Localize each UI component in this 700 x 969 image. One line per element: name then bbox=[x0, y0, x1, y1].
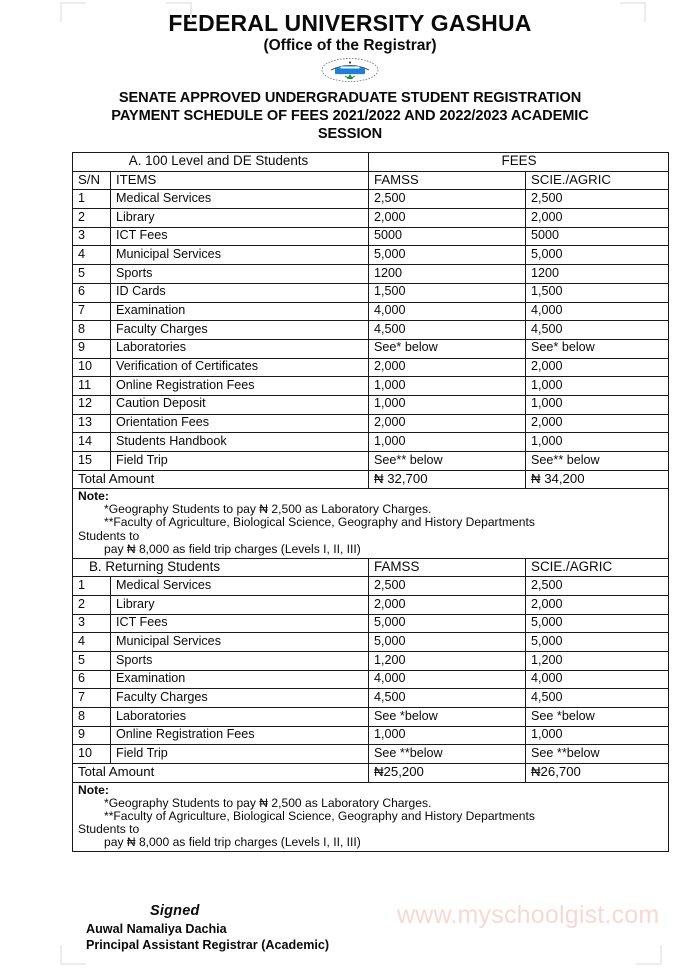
table-b-section-header-row bbox=[73, 558, 669, 577]
cell-scie: See **below bbox=[526, 745, 669, 764]
table-row bbox=[73, 395, 669, 414]
cell-scie: 5000 bbox=[526, 227, 669, 246]
cell-famss: 1,000 bbox=[369, 433, 526, 452]
table-a-section-label: A. 100 Level and DE Students bbox=[73, 153, 369, 172]
cell-item: Laboratories bbox=[111, 339, 369, 358]
cell-item: Verification of Certificates bbox=[111, 358, 369, 377]
cell-famss: See *below bbox=[369, 708, 526, 727]
cell-item: Sports bbox=[111, 265, 369, 284]
table-a-note-row bbox=[73, 489, 669, 558]
table-row bbox=[73, 246, 669, 265]
cell-item: Examination bbox=[111, 302, 369, 321]
table-row bbox=[73, 577, 669, 596]
cell-famss: 4,000 bbox=[369, 670, 526, 689]
cell-scie: 1,000 bbox=[526, 377, 669, 396]
table-a-fees-label: FEES bbox=[369, 153, 669, 172]
cell-item: Field Trip bbox=[111, 745, 369, 764]
cell-sn: 1 bbox=[73, 190, 111, 209]
table-row bbox=[73, 708, 669, 727]
cell-sn: 12 bbox=[73, 395, 111, 414]
cell-famss: 4,500 bbox=[369, 321, 526, 340]
cell-sn: 8 bbox=[73, 321, 111, 340]
cell-scie: See* below bbox=[526, 339, 669, 358]
note-b-line-2: **Faculty of Agriculture, Biological Science, Geography and History Departments bbox=[104, 808, 535, 823]
table-a-section-header-row bbox=[73, 153, 669, 172]
scan-corner-mark-top-right bbox=[620, 2, 646, 22]
cell-scie: 2,000 bbox=[526, 209, 669, 228]
cell-scie: 4,000 bbox=[526, 302, 669, 321]
cell-famss: 1,000 bbox=[369, 395, 526, 414]
table-b-total-row bbox=[73, 764, 669, 783]
table-b-section-label: B. Returning Students bbox=[73, 558, 369, 577]
cell-scie: 2,000 bbox=[526, 595, 669, 614]
scan-corner-mark-top-left-two bbox=[166, 2, 192, 22]
cell-famss: 1,000 bbox=[369, 726, 526, 745]
cell-sn: 4 bbox=[73, 246, 111, 265]
signed-label: Signed bbox=[150, 903, 200, 919]
cell-scie: 1200 bbox=[526, 265, 669, 284]
cell-item: Sports bbox=[111, 652, 369, 671]
cell-scie: 1,500 bbox=[526, 283, 669, 302]
table-row bbox=[73, 302, 669, 321]
signature-block bbox=[86, 902, 329, 954]
cell-scie: 5,000 bbox=[526, 246, 669, 265]
cell-famss: 4,000 bbox=[369, 302, 526, 321]
table-a-header-items: ITEMS bbox=[111, 171, 369, 190]
table-row bbox=[73, 209, 669, 228]
cell-famss: 4,500 bbox=[369, 689, 526, 708]
cell-item: Faculty Charges bbox=[111, 689, 369, 708]
site-watermark: www.myschoolgist.com bbox=[397, 901, 660, 929]
signatory-title: Principal Assistant Registrar (Academic) bbox=[86, 938, 330, 953]
cell-item: Online Registration Fees bbox=[111, 377, 369, 396]
note-a-line-4: pay ₦ 8,000 as field trip charges (Levels I, II, III) bbox=[104, 541, 361, 556]
note-a-line-1: *Geography Students to pay ₦ 2,500 as Laboratory Charges. bbox=[104, 502, 432, 517]
table-a-header-sn: S/N bbox=[73, 171, 111, 190]
cell-famss: 1,500 bbox=[369, 283, 526, 302]
table-row bbox=[73, 595, 669, 614]
cell-famss: 5000 bbox=[369, 227, 526, 246]
note-b-line-3: Students to bbox=[78, 822, 140, 836]
cell-famss: See* below bbox=[369, 339, 526, 358]
document-title-line-1: SENATE APPROVED UNDERGRADUATE STUDENT REGISTRATION bbox=[118, 90, 582, 107]
table-b-total-famss: ₦25,200 bbox=[369, 764, 526, 783]
table-b-total-label: Total Amount bbox=[73, 764, 369, 783]
cell-scie: 2,000 bbox=[526, 358, 669, 377]
cell-famss: 2,000 bbox=[369, 414, 526, 433]
cell-scie: 2,500 bbox=[526, 190, 669, 209]
cell-item: Library bbox=[111, 595, 369, 614]
document-title bbox=[67, 90, 633, 143]
document-header bbox=[0, 0, 700, 144]
signatory-name: Auwal Namaliya Dachia bbox=[86, 921, 227, 936]
cell-scie: 4,500 bbox=[526, 689, 669, 708]
scan-corner-mark-bottom-right bbox=[636, 945, 662, 965]
table-row bbox=[73, 414, 669, 433]
table-row bbox=[73, 227, 669, 246]
table-a-total-row bbox=[73, 470, 669, 489]
office-subtitle: (Office of the Registrar) bbox=[263, 37, 437, 55]
cell-scie: 2,000 bbox=[526, 414, 669, 433]
table-a-total-label: Total Amount bbox=[73, 470, 369, 489]
table-row bbox=[73, 358, 669, 377]
table-a-total-scie: ₦ 34,200 bbox=[526, 470, 669, 489]
cell-famss: 2,500 bbox=[369, 577, 526, 596]
table-row bbox=[73, 339, 669, 358]
table-row bbox=[73, 670, 669, 689]
cell-item: Medical Services bbox=[111, 190, 369, 209]
cell-sn: 10 bbox=[73, 745, 111, 764]
table-b-total-scie: ₦26,700 bbox=[526, 764, 669, 783]
cell-sn: 7 bbox=[73, 302, 111, 321]
cell-item: Municipal Services bbox=[111, 246, 369, 265]
cell-sn: 6 bbox=[73, 670, 111, 689]
table-row bbox=[73, 633, 669, 652]
table-row bbox=[73, 614, 669, 633]
cell-scie: See** below bbox=[526, 452, 669, 471]
cell-scie: See *below bbox=[526, 708, 669, 727]
note-a-line-3: Students to bbox=[78, 528, 140, 543]
table-row bbox=[73, 433, 669, 452]
cell-famss: 1200 bbox=[369, 265, 526, 284]
table-row bbox=[73, 377, 669, 396]
note-a-line-2: **Faculty of Agriculture, Biological Science, Geography and History Departments bbox=[104, 515, 535, 530]
cell-scie: 4,000 bbox=[526, 670, 669, 689]
cell-famss: 2,000 bbox=[369, 358, 526, 377]
note-b-line-1: *Geography Students to pay ₦ 2,500 as Laboratory Charges. bbox=[104, 795, 432, 810]
scan-corner-mark-bottom-left bbox=[60, 945, 86, 965]
cell-sn: 3 bbox=[73, 227, 111, 246]
scan-corner-mark-top-left bbox=[60, 2, 86, 22]
cell-famss: 2,000 bbox=[369, 595, 526, 614]
cell-item: Field Trip bbox=[111, 452, 369, 471]
fees-schedule-sheet bbox=[72, 152, 668, 852]
cell-sn: 13 bbox=[73, 414, 111, 433]
cell-item: ID Cards bbox=[111, 283, 369, 302]
cell-sn: 5 bbox=[73, 652, 111, 671]
cell-sn: 2 bbox=[73, 209, 111, 228]
cell-scie: 4,500 bbox=[526, 321, 669, 340]
fees-table-100-level-and-de-students bbox=[72, 152, 669, 852]
document-title-line-3: SESSION bbox=[317, 126, 383, 143]
cell-famss: See** below bbox=[369, 452, 526, 471]
cell-famss: 5,000 bbox=[369, 246, 526, 265]
cell-sn: 5 bbox=[73, 265, 111, 284]
university-crest-icon bbox=[307, 57, 393, 83]
cell-sn: 11 bbox=[73, 377, 111, 396]
table-row bbox=[73, 265, 669, 284]
cell-famss: 1,200 bbox=[369, 652, 526, 671]
cell-item: ICT Fees bbox=[111, 614, 369, 633]
cell-item: Medical Services bbox=[111, 577, 369, 596]
table-row bbox=[73, 321, 669, 340]
cell-item: ICT Fees bbox=[111, 227, 369, 246]
cell-scie: 5,000 bbox=[526, 633, 669, 652]
cell-item: Examination bbox=[111, 670, 369, 689]
cell-item: Faculty Charges bbox=[111, 321, 369, 340]
cell-famss: 5,000 bbox=[369, 633, 526, 652]
table-b-note-row bbox=[73, 782, 669, 851]
table-row bbox=[73, 190, 669, 209]
table-b-note-block bbox=[73, 782, 669, 851]
cell-item: Municipal Services bbox=[111, 633, 369, 652]
table-row bbox=[73, 652, 669, 671]
cell-famss: 5,000 bbox=[369, 614, 526, 633]
document-title-line-2: PAYMENT SCHEDULE OF FEES 2021/2022 AND 2022/2023 ACADEMIC bbox=[111, 108, 589, 125]
note-b-line-4: pay ₦ 8,000 as field trip charges (Levels I, II, III) bbox=[104, 835, 361, 850]
cell-sn: 2 bbox=[73, 595, 111, 614]
cell-sn: 1 bbox=[73, 577, 111, 596]
table-a-total-famss: ₦ 32,700 bbox=[369, 470, 526, 489]
cell-famss: 2,500 bbox=[369, 190, 526, 209]
table-b-header-famss: FAMSS bbox=[369, 558, 526, 577]
table-a-column-header-row bbox=[73, 171, 669, 190]
cell-scie: 1,000 bbox=[526, 395, 669, 414]
table-a-note-block bbox=[73, 489, 669, 558]
table-row bbox=[73, 452, 669, 471]
cell-famss: 1,000 bbox=[369, 377, 526, 396]
cell-item: Orientation Fees bbox=[111, 414, 369, 433]
cell-scie: 1,000 bbox=[526, 726, 669, 745]
cell-sn: 9 bbox=[73, 339, 111, 358]
table-row bbox=[73, 689, 669, 708]
cell-scie: 2,500 bbox=[526, 577, 669, 596]
table-row bbox=[73, 726, 669, 745]
table-b-header-scie: SCIE./AGRIC bbox=[526, 558, 669, 577]
table-a-header-famss: FAMSS bbox=[369, 171, 526, 190]
cell-item: Online Registration Fees bbox=[111, 726, 369, 745]
cell-sn: 8 bbox=[73, 708, 111, 727]
cell-sn: 4 bbox=[73, 633, 111, 652]
cell-scie: 1,200 bbox=[526, 652, 669, 671]
cell-sn: 9 bbox=[73, 726, 111, 745]
note-b-title: Note: bbox=[78, 782, 109, 797]
cell-item: Caution Deposit bbox=[111, 395, 369, 414]
cell-item: Students Handbook bbox=[111, 433, 369, 452]
cell-sn: 10 bbox=[73, 358, 111, 377]
table-row bbox=[73, 283, 669, 302]
cell-famss: 2,000 bbox=[369, 209, 526, 228]
cell-item: Library bbox=[111, 209, 369, 228]
note-a-title: Note: bbox=[78, 489, 109, 504]
table-a-header-scie: SCIE./AGRIC bbox=[526, 171, 669, 190]
cell-scie: 1,000 bbox=[526, 433, 669, 452]
cell-sn: 6 bbox=[73, 283, 111, 302]
cell-sn: 15 bbox=[73, 452, 111, 471]
cell-sn: 3 bbox=[73, 614, 111, 633]
cell-scie: 5,000 bbox=[526, 614, 669, 633]
cell-sn: 7 bbox=[73, 689, 111, 708]
cell-famss: See **below bbox=[369, 745, 526, 764]
table-row bbox=[73, 745, 669, 764]
cell-item: Laboratories bbox=[111, 708, 369, 727]
cell-sn: 14 bbox=[73, 433, 111, 452]
university-name: FEDERAL UNIVERSITY GASHUA bbox=[168, 10, 532, 36]
